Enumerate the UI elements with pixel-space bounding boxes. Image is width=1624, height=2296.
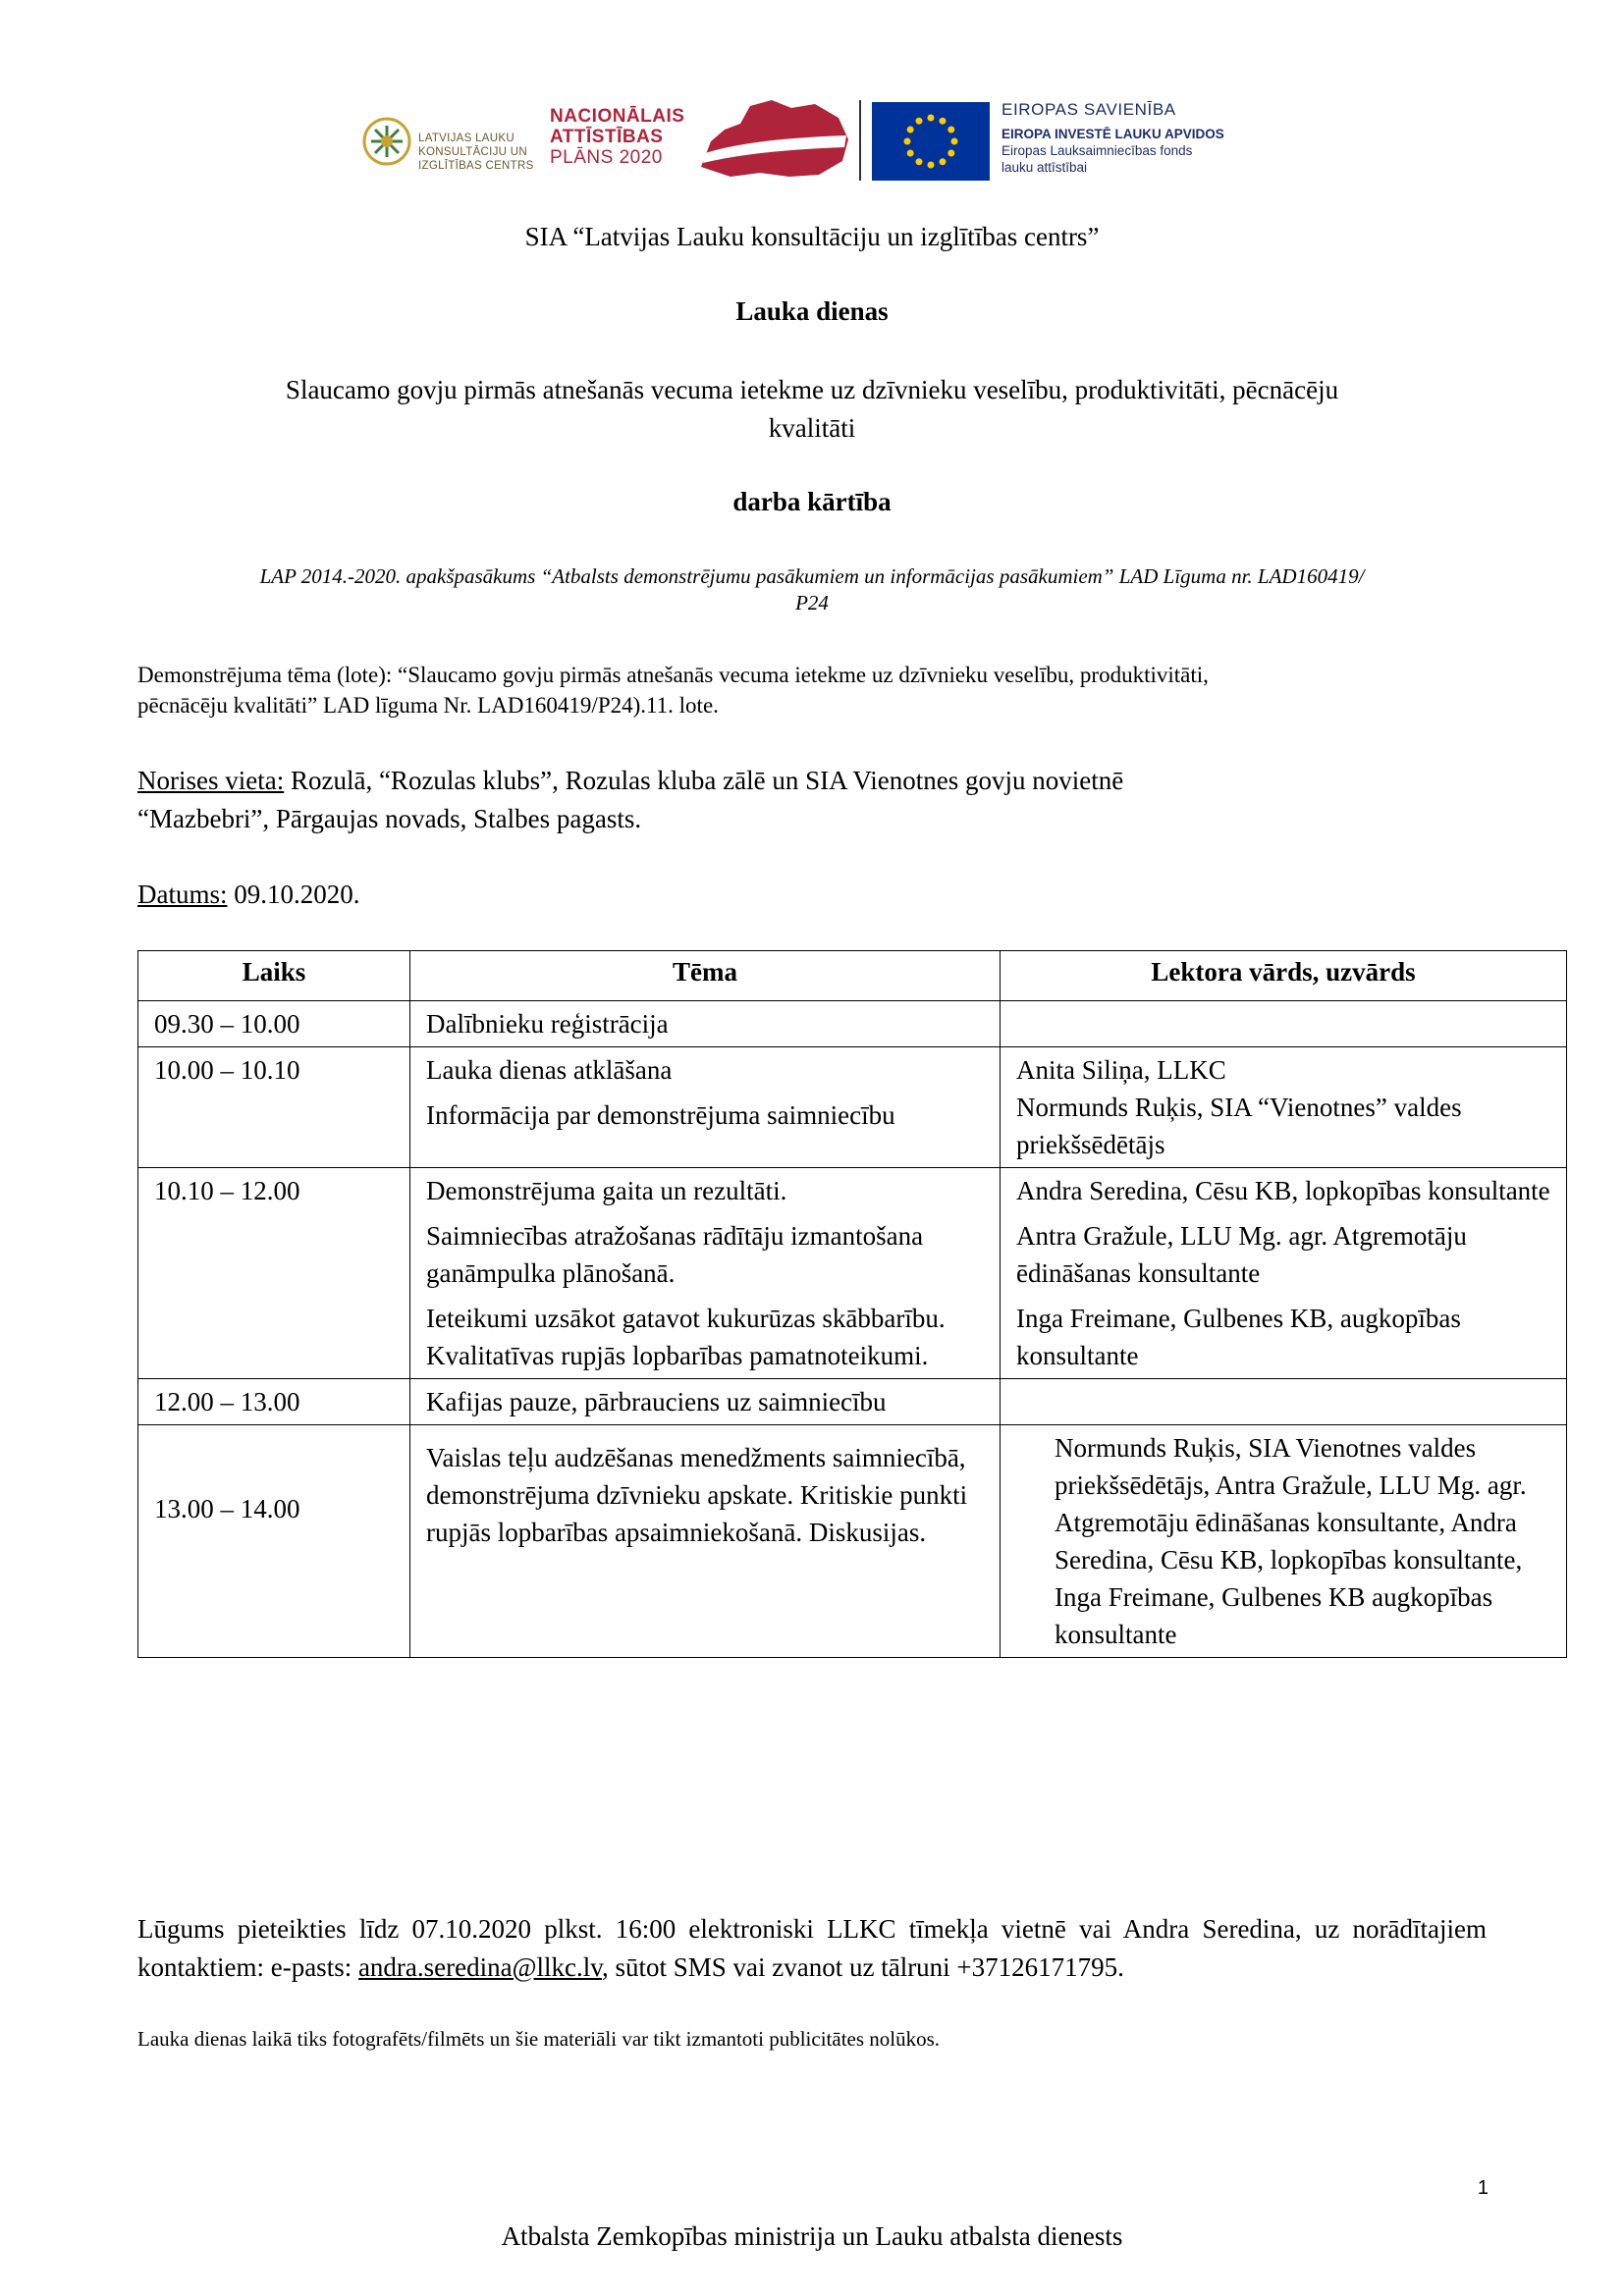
- llkc-line-2: KONSULTĀCIJU UN: [418, 146, 527, 158]
- agenda-table: [137, 950, 1567, 1658]
- organization-title: SIA “Latvijas Lauku konsultāciju un izglītības centrs”: [524, 222, 1100, 251]
- llkc-line-1: LATVIJAS LAUKU: [418, 133, 514, 144]
- eu-line-1: EIROPA INVESTĒ LAUKU APVIDOS: [1001, 127, 1224, 141]
- table-row: [138, 1047, 1567, 1168]
- row-time: 09.30 – 10.00: [138, 1001, 410, 1047]
- speaker-item: Normunds Ruķis, SIA Vienotnes valdes priekšsēdētājs, Antra Gražule, LLU Mg. agr. Atgremotāju ēdināšanas konsultante, Andra Seredina, Cēsu KB, lopkopības konsultante, Inga Freimane, Gulbenes KB augkopības konsultante: [1055, 1433, 1527, 1649]
- nap-line-2: ATTĪSTĪBAS: [550, 127, 664, 147]
- subject-line-1: Slaucamo govju pirmās atnešanās vecuma ietekme uz dzīvnieku veselību, produktivitāti, pēcnācēju: [285, 375, 1339, 404]
- eu-title: EIROPAS SAVIENĪBA: [1001, 100, 1176, 119]
- speaker-item: Anita Siliņa, LLKC: [1016, 1055, 1226, 1085]
- apply-text-pre: Lūgums pieteikties līdz 07.10.2020 plkst. 16:00 elektroniski LLKC tīmekļa vietnē vai Andra Seredina, uz norādītajiem kontaktiem: e-pasts:: [137, 1914, 1487, 1982]
- topic-item: Demonstrējuma gaita un rezultāti.: [426, 1176, 787, 1205]
- row-time: 12.00 – 13.00: [138, 1379, 410, 1425]
- header-speaker: Lektora vārds, uzvārds: [1001, 951, 1567, 1001]
- topic-item: Informācija par demonstrējuma saimniecību: [426, 1100, 895, 1130]
- llkc-emblem-icon: [361, 116, 412, 167]
- topic-item: Dalībnieku reģistrācija: [426, 1009, 669, 1039]
- subject-line-2: kvalitāti: [768, 413, 856, 443]
- row-topic: [410, 1001, 1001, 1047]
- row-time: 10.10 – 12.00: [138, 1168, 410, 1379]
- speaker-item: Andra Seredina, Cēsu KB, lopkopības konsultante: [1016, 1176, 1550, 1205]
- photo-note: Lauka dienas laikā tiks fotografēts/filmēts un šie materiāli var tikt izmantoti publicitātes nolūkos.: [137, 2027, 941, 2051]
- eu-text: [1001, 100, 1224, 176]
- row-topic: [410, 1379, 1001, 1425]
- place-line-1: Rozulā, “Rozulas klubs”, Rozulas kluba zālē un SIA Vienotnes govju novietnē: [284, 766, 1124, 795]
- lap-line-1: LAP 2014.-2020. apakšpasākums “Atbalsts demonstrējumu pasākumiem un informācijas pasākumiem” LAD Līguma nr. LAD160419/: [259, 564, 1365, 588]
- topic-item: Kafijas pauze, pārbrauciens uz saimniecību: [426, 1387, 887, 1416]
- llkc-logo: [361, 110, 568, 175]
- support-footer: Atbalsta Zemkopības ministrija un Lauku atbalsta dienests: [501, 2221, 1123, 2251]
- header-topic: Tēma: [410, 951, 1001, 1001]
- demo-line-1: Demonstrējuma tēma (lote): “Slaucamo govju pirmās atnešanās vecuma ietekme uz dzīvnieku veselību, produktivitāti,: [137, 663, 1209, 687]
- event-place: [137, 762, 1487, 838]
- row-speakers: [1001, 1001, 1567, 1047]
- topic-item: Saimniecības atražošanas rādītāju izmantošana ganāmpulka plānošanā.: [426, 1221, 924, 1288]
- email-link[interactable]: andra.seredina@llkc.lv: [357, 1952, 602, 1982]
- lap-line-2: P24: [795, 591, 829, 614]
- table-row: [138, 1168, 1567, 1379]
- apply-text-post: , sūtot SMS vai zvanot uz tālruni +37126171795.: [601, 1952, 1124, 1982]
- subject: [137, 371, 1487, 448]
- speaker-item: Normunds Ruķis, SIA “Vienotnes” valdes priekšsēdētājs: [1016, 1093, 1462, 1159]
- table-header-row: [138, 951, 1567, 1001]
- speaker-item: Antra Gražule, LLU Mg. agr. Atgremotāju ēdināšanas konsultante: [1016, 1221, 1467, 1288]
- row-speakers: [1001, 1379, 1567, 1425]
- row-time: [138, 1425, 410, 1658]
- place-line-2: “Mazbebri”, Pārgaujas novads, Stalbes pagasts.: [137, 804, 642, 833]
- row-topic: [410, 1168, 1001, 1379]
- logo-divider: [859, 100, 861, 181]
- speaker-item: Inga Freimane, Gulbenes KB, augkopības konsultante: [1016, 1304, 1461, 1370]
- row-speakers: [1001, 1168, 1567, 1379]
- logo-bar: [353, 96, 1257, 185]
- row-speakers: [1001, 1047, 1567, 1168]
- nap-line-1: NACIONĀLAIS: [550, 106, 685, 127]
- topic-item: Lauka dienas atklāšana: [426, 1055, 673, 1085]
- registration-note: [137, 1910, 1487, 1987]
- event-date: [137, 880, 1487, 910]
- row-topic: [410, 1047, 1001, 1168]
- eu-flag-icon: [872, 102, 990, 181]
- date-value: 09.10.2020.: [227, 880, 360, 909]
- table-row: [138, 1379, 1567, 1425]
- agenda-title: darba kārtība: [732, 487, 892, 516]
- event-title: Lauka dienas: [735, 296, 889, 326]
- nap-logo: [550, 106, 684, 168]
- row-time: 10.00 – 10.10: [138, 1047, 410, 1168]
- demo-line-2: pēcnācēju kvalitāti” LAD līguma Nr. LAD160419/P24).11. lote.: [137, 693, 719, 718]
- date-label: Datums:: [137, 880, 228, 909]
- llkc-line-3: IZGLĪTĪBAS CENTRS: [418, 160, 534, 172]
- nap-line-3: PLĀNS 2020: [550, 147, 663, 168]
- lap-reference: [137, 563, 1487, 616]
- page-number: 1: [1477, 2177, 1489, 2199]
- header-time: Laiks: [138, 951, 410, 1001]
- row-topic: [410, 1425, 1001, 1658]
- topic-item: Vaislas teļu audzēšanas menedžments saimniecībā, demonstrējuma dzīvnieku apskate. Kritiskie punkti rupjās lopbarības apsaimniekošanā. Diskusijas.: [426, 1443, 968, 1547]
- row-speakers: [1001, 1425, 1567, 1658]
- demo-theme: [137, 660, 1487, 721]
- eu-line-2: Eiropas Lauksaimniecības fonds: [1001, 143, 1193, 158]
- topic-item: Ieteikumi uzsākot gatavot kukurūzas skābbarību. Kvalitatīvas rupjās lopbarības pamatnoteikumi.: [426, 1304, 946, 1370]
- place-label: Norises vieta:: [137, 766, 285, 795]
- row-time-value: 13.00 – 14.00: [154, 1494, 300, 1523]
- eu-line-3: lauku attīstībai: [1001, 160, 1088, 175]
- table-row: [138, 1425, 1567, 1658]
- latvia-map-icon: [695, 96, 852, 181]
- table-row: [138, 1001, 1567, 1047]
